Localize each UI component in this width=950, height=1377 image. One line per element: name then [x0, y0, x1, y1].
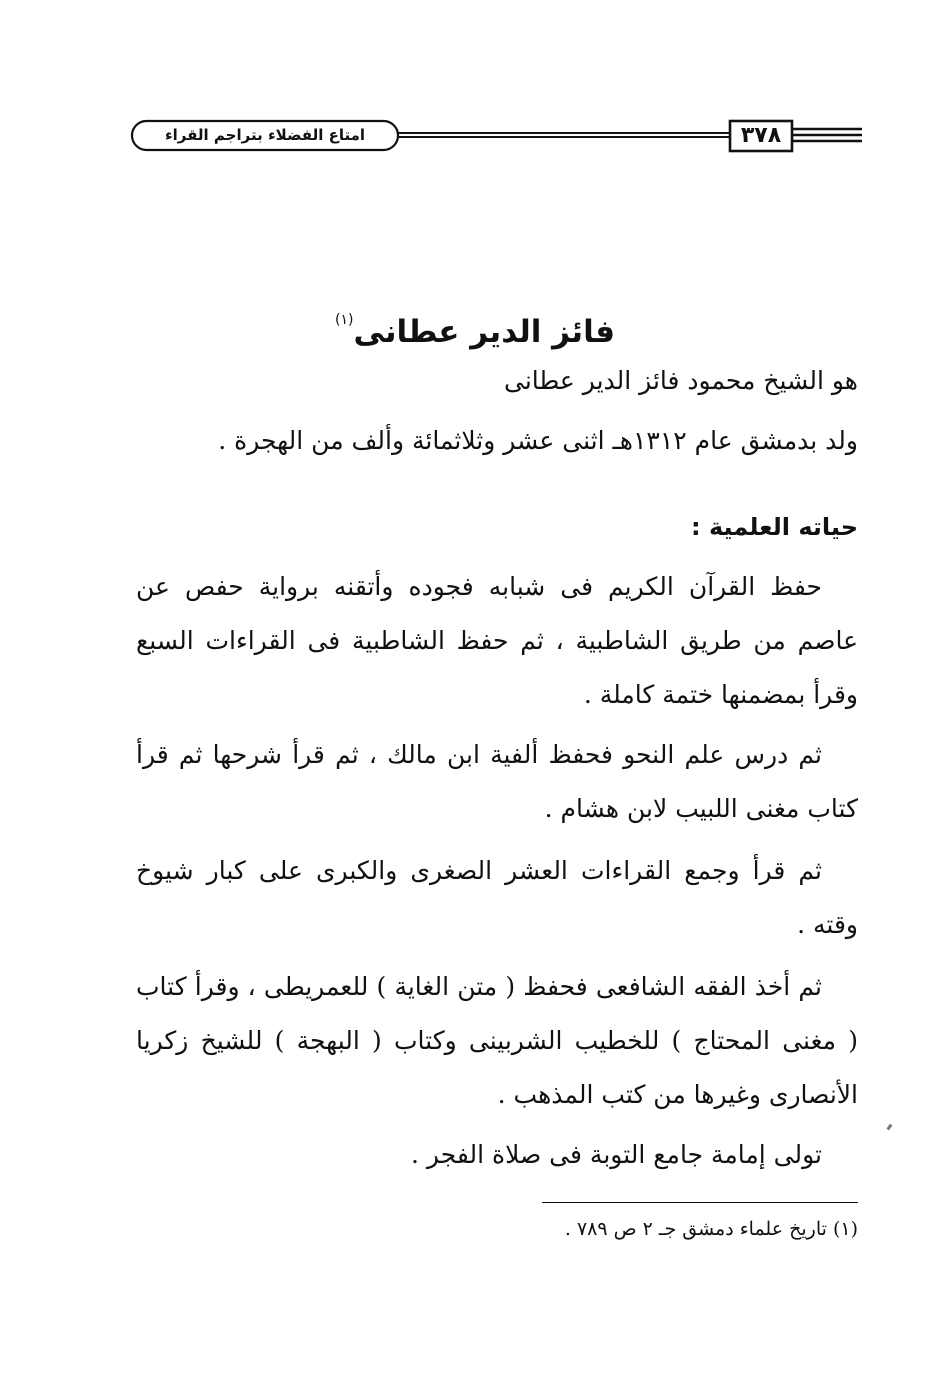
- entry-title: [300, 290, 650, 350]
- intro-line-name: هو الشيخ محمود فائز الدير عطانى: [503, 366, 858, 395]
- margin-speck: [887, 1124, 893, 1131]
- paragraph-imamate: تولى إمامة جامع التوبة فى صلاة الفجر .: [411, 1140, 822, 1169]
- page-number: ٣٧٨: [740, 123, 782, 148]
- footnote-1: (١) تاريخ علماء دمشق جـ ٢ ص ٧٨٩ .: [564, 1218, 858, 1240]
- page-header: [126, 114, 862, 158]
- paragraph-fiqh: ثم أخذ الفقه الشافعى فحفظ ( متن الغاية ) للعمريطى ، وقرأ كتاب ( مغنى المحتاج ) للخطيب الشربينى وكتاب ( البهجة ) للشيخ زكريا الأنصارى وغيرها من كتب المذهب .: [136, 972, 858, 1109]
- paragraph-readings: ثم قرأ وجمع القراءات العشر الصغرى والكبرى على كبار شيوخ وقته .: [136, 856, 858, 939]
- paragraph-grammar: ثم درس علم النحو فحفظ ألفية ابن مالك ، ثم قرأ شرحها ثم قرأ كتاب مغنى اللبيب لابن هشام .: [136, 740, 858, 823]
- intro-line-birth: ولد بدمشق عام ١٣١٢هـ اثنى عشر وثلاثمائة وألف من الهجرة .: [218, 426, 858, 455]
- entry-title-text: فائز الدير عطانى: [353, 314, 616, 350]
- paragraph-quran: حفظ القرآن الكريم فى شبابه فجوده وأتقنه برواية حفص عن عاصم من طريق الشاطبية ، ثم حفظ الشاطبية فى القراءات السبع وقرأ بمضمنها ختمة كاملة .: [136, 572, 858, 709]
- running-title: امتاع الفضلاء بتراجم القراء: [164, 126, 366, 144]
- footnote-divider: [542, 1202, 858, 1203]
- section-heading: حياته العلمية :: [690, 513, 858, 541]
- footnote-marker: (١): [334, 312, 354, 328]
